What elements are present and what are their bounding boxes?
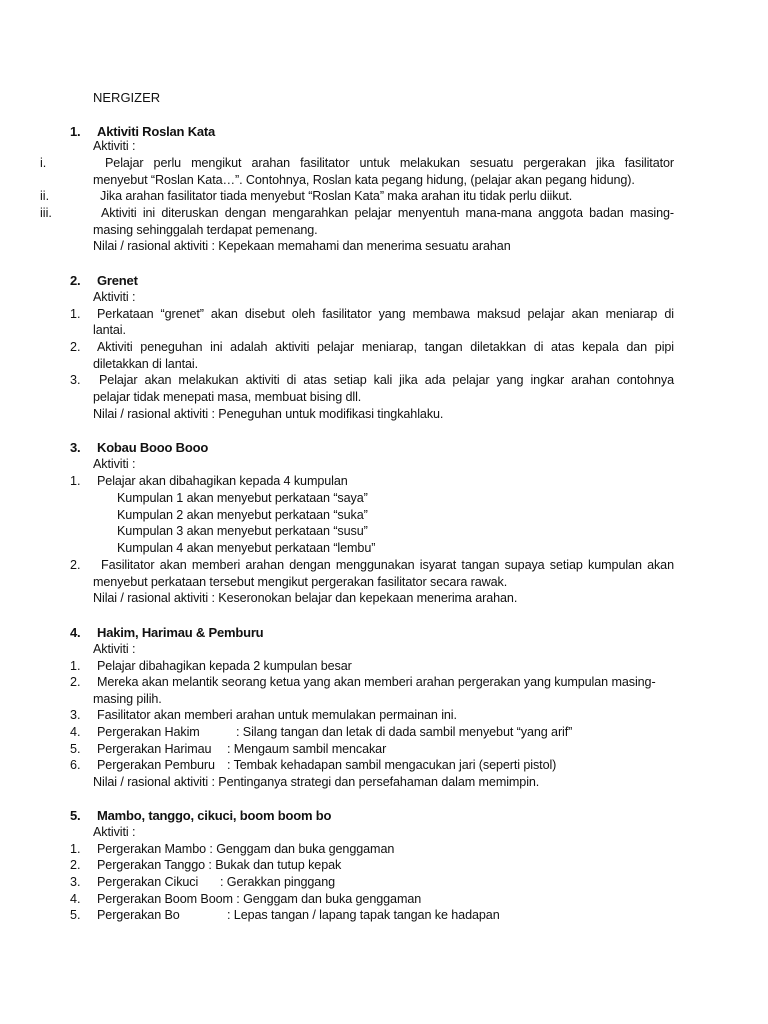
list-item-text: : Tembak kehadapan sambil mengacukan jari (seperti pistol) [227, 758, 557, 772]
list-item-label: Pergerakan Bo [97, 908, 180, 922]
list-item-text: Mereka akan melantik seorang ketua yang akan memberi arahan pergerakan yang kumpulan masing- [97, 675, 656, 689]
sub-item-text: Kumpulan 4 akan menyebut perkataan “lembu” [117, 541, 376, 555]
list-item-label: Pergerakan Harimau [97, 742, 212, 756]
section-number: 4. [70, 625, 81, 640]
list-item-text: Perkataan “grenet” akan disebut oleh fasilitator yang membawa maksud pelajar akan meniarap di [97, 307, 674, 321]
section-title: Mambo, tanggo, cikuci, boom boom bo [97, 808, 332, 823]
sub-item-text: Kumpulan 2 akan menyebut perkataan “suka” [117, 508, 368, 522]
list-item-label: Pergerakan Hakim [97, 725, 200, 739]
list-item-text: Pelajar perlu mengikut arahan fasilitator untuk melakukan sesuatu pergerakan jika fasilitator [105, 156, 674, 170]
list-item-text: lantai. [93, 323, 126, 337]
list-number: 2. [70, 558, 81, 572]
section-4-heading [70, 625, 670, 642]
nilai-text: Nilai / rasional aktiviti : Peneguhan untuk modifikasi tingkahlaku. [93, 407, 444, 421]
list-number: 2. [70, 858, 81, 872]
aktiviti-label: Aktiviti : [93, 290, 136, 304]
list-number: 6. [70, 758, 81, 772]
section-number: 3. [70, 440, 81, 455]
list-number: 1. [70, 474, 81, 488]
list-item-label: Pergerakan Pemburu [97, 758, 215, 772]
list-item-label: Pergerakan Cikuci [97, 875, 199, 889]
list-number: ii. [40, 189, 50, 203]
list-item-text: Aktiviti peneguhan ini adalah aktiviti pelajar meniarap, tangan diletakkan di atas kepala dan pipi [97, 340, 674, 354]
document-title: NERGIZER [93, 90, 161, 105]
section-number: 1. [70, 124, 81, 139]
list-number: 4. [70, 725, 81, 739]
nilai-text: Nilai / rasional aktiviti : Kepekaan memahami dan menerima sesuatu arahan [93, 239, 511, 253]
list-number: 1. [70, 842, 81, 856]
list-number: 1. [70, 659, 81, 673]
list-item-text: : Gerakkan pinggang [220, 875, 336, 889]
list-number: 4. [70, 892, 81, 906]
section-3-heading [70, 440, 670, 457]
section-title: Aktiviti Roslan Kata [97, 124, 216, 139]
list-item-text: Jika arahan fasilitator tiada menyebut “Roslan Kata” maka arahan itu tidak perlu diikut. [100, 189, 573, 203]
list-item-text: Pelajar dibahagikan kepada 2 kumpulan besar [97, 659, 352, 673]
section-5-heading [70, 808, 670, 825]
section-1-heading [70, 124, 670, 141]
list-item-text: masing sehinggalah terdapat pemenang. [93, 223, 318, 237]
list-number: i. [40, 156, 47, 170]
section-2-heading [70, 273, 670, 290]
list-number: 3. [70, 373, 81, 387]
list-item-text: menyebut perkataan tersebut mengikut pergerakan fasilitator secara rawak. [93, 575, 508, 589]
aktiviti-label: Aktiviti : [93, 139, 136, 153]
section-title: Hakim, Harimau & Pemburu [97, 625, 264, 640]
list-item-text: : Lepas tangan / lapang tapak tangan ke hadapan [227, 908, 500, 922]
list-number: 5. [70, 908, 81, 922]
list-number: iii. [40, 206, 52, 220]
aktiviti-label: Aktiviti : [93, 457, 136, 471]
list-item-text: pelajar tidak menepati masa, membuat bising dll. [93, 390, 362, 404]
sub-item-text: Kumpulan 1 akan menyebut perkataan “saya” [117, 491, 368, 505]
list-number: 5. [70, 742, 81, 756]
list-number: 2. [70, 675, 81, 689]
list-number: 2. [70, 340, 81, 354]
list-item-text: Pergerakan Tanggo : Bukak dan tutup kepak [97, 858, 342, 872]
nilai-text: Nilai / rasional aktiviti : Pentinganya strategi dan persefahaman dalam memimpin. [93, 775, 540, 789]
list-item-text: Pergerakan Boom Boom : Genggam dan buka genggaman [97, 892, 422, 906]
aktiviti-label: Aktiviti : [93, 642, 136, 656]
list-item-text: diletakkan di lantai. [93, 357, 199, 371]
nilai-text: Nilai / rasional aktiviti : Keseronokan belajar dan kepekaan menerima arahan. [93, 591, 518, 605]
list-item-text: Pelajar akan dibahagikan kepada 4 kumpulan [97, 474, 348, 488]
section-number: 5. [70, 808, 81, 823]
list-item-text: Fasilitator akan memberi arahan dengan menggunakan isyarat tangan supaya setiap kumpulan akan [101, 558, 674, 572]
list-number: 3. [70, 875, 81, 889]
list-item-text: menyebut “Roslan Kata…”. Contohnya, Roslan kata pegang hidung, (pelajar akan pegang hidung). [93, 173, 635, 187]
list-number: 1. [70, 307, 81, 321]
list-item-text: Pergerakan Mambo : Genggam dan buka genggaman [97, 842, 395, 856]
list-item-text: Pelajar akan melakukan aktiviti di atas setiap kali jika ada pelajar yang ingkar arahan contohnya [99, 373, 674, 387]
list-item-text: Aktiviti ini diteruskan dengan mengarahkan pelajar menyentuh mana-mana anggota badan masing- [101, 206, 674, 220]
section-number: 2. [70, 273, 81, 288]
list-item-text: Fasilitator akan memberi arahan untuk memulakan permainan ini. [97, 708, 457, 722]
section-title: Kobau Booo Booo [97, 440, 209, 455]
aktiviti-label: Aktiviti : [93, 825, 136, 839]
list-item-text: : Silang tangan dan letak di dada sambil menyebut “yang arif” [236, 725, 573, 739]
list-item-text: masing pilih. [93, 692, 162, 706]
sub-item-text: Kumpulan 3 akan menyebut perkataan “susu” [117, 524, 368, 538]
section-title: Grenet [97, 273, 138, 288]
list-number: 3. [70, 708, 81, 722]
list-item-text: : Mengaum sambil mencakar [227, 742, 387, 756]
